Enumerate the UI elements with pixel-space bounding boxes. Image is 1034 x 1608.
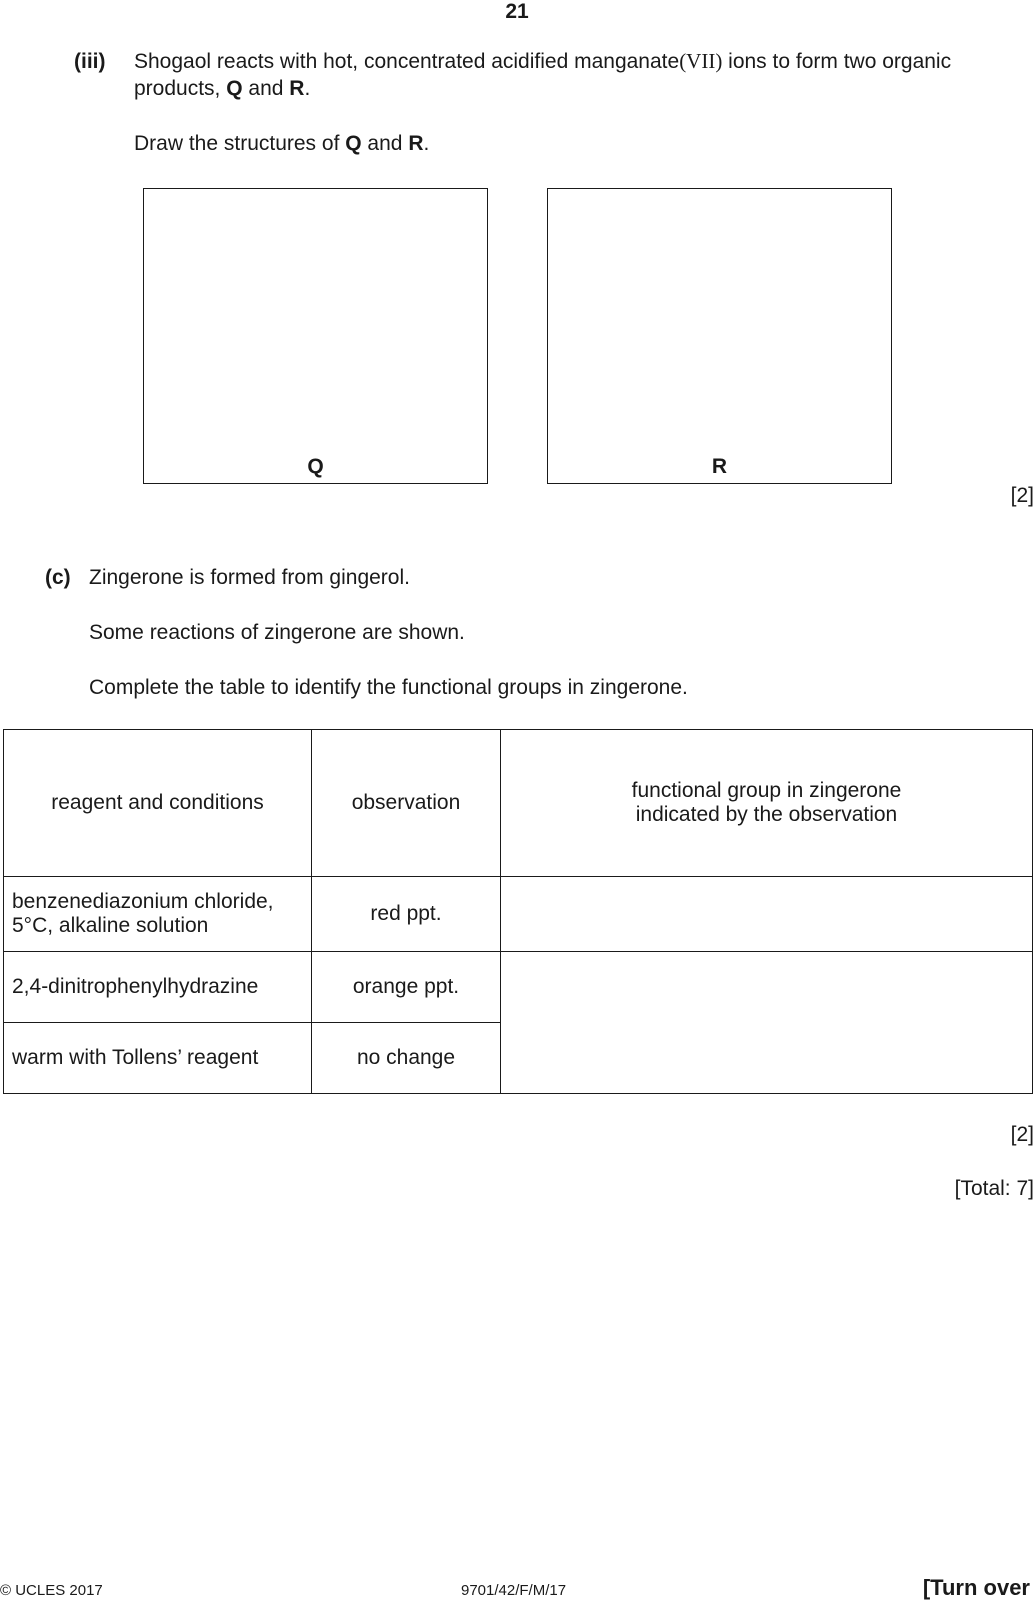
answer-box-q[interactable] xyxy=(143,188,488,484)
table-row xyxy=(4,877,1033,952)
row-reagent: warm with Tollens’ reagent xyxy=(4,1023,312,1094)
answer-box-r-label: R xyxy=(711,455,728,478)
header-functional-group: functional group in zingerone indicated by the observation xyxy=(501,730,1033,877)
part-iii-label: (iii) xyxy=(74,50,106,73)
answer-cell-1[interactable] xyxy=(501,877,1033,952)
part-iii-line1: Shogaol reacts with hot, concentrated acidified manganate(VII) ions to form two organic xyxy=(134,49,952,73)
table-header-row xyxy=(4,730,1033,877)
part-c-line1: Zingerone is formed from gingerol. xyxy=(89,566,410,589)
row-reagent: benzenediazonium chloride, 5°C, alkaline solution xyxy=(4,877,312,952)
question-total: [Total: 7] xyxy=(954,1177,1034,1200)
row-observation: no change xyxy=(312,1023,501,1094)
part-iii-line2: products, Q and R. xyxy=(134,77,311,100)
header-observation: observation xyxy=(312,730,501,877)
row-reagent: 2,4-dinitrophenylhydrazine xyxy=(4,952,312,1023)
row-observation: orange ppt. xyxy=(312,952,501,1023)
answer-box-q-label: Q xyxy=(307,455,324,478)
part-iii-marks: [2] xyxy=(1010,484,1034,507)
part-iii-instruction: Draw the structures of Q and R. xyxy=(134,132,430,155)
functional-group-table xyxy=(3,729,1033,1094)
turn-over: [Turn over xyxy=(922,1575,1030,1600)
table-row xyxy=(4,952,1033,1023)
answer-cell-2[interactable] xyxy=(501,952,1033,1094)
part-c-marks: [2] xyxy=(1010,1123,1034,1146)
oxidation-state: (VII) xyxy=(679,49,723,73)
header-reagent: reagent and conditions xyxy=(4,730,312,877)
footer-code: 9701/42/F/M/17 xyxy=(461,1582,567,1599)
footer-copyright: © UCLES 2017 xyxy=(0,1582,103,1599)
page-number: 21 xyxy=(505,0,529,23)
part-c-line3: Complete the table to identify the functional groups in zingerone. xyxy=(89,676,688,699)
part-c-label: (c) xyxy=(45,566,71,589)
part-c-line2: Some reactions of zingerone are shown. xyxy=(89,621,465,644)
row-observation: red ppt. xyxy=(312,877,501,952)
answer-box-r[interactable] xyxy=(547,188,892,484)
